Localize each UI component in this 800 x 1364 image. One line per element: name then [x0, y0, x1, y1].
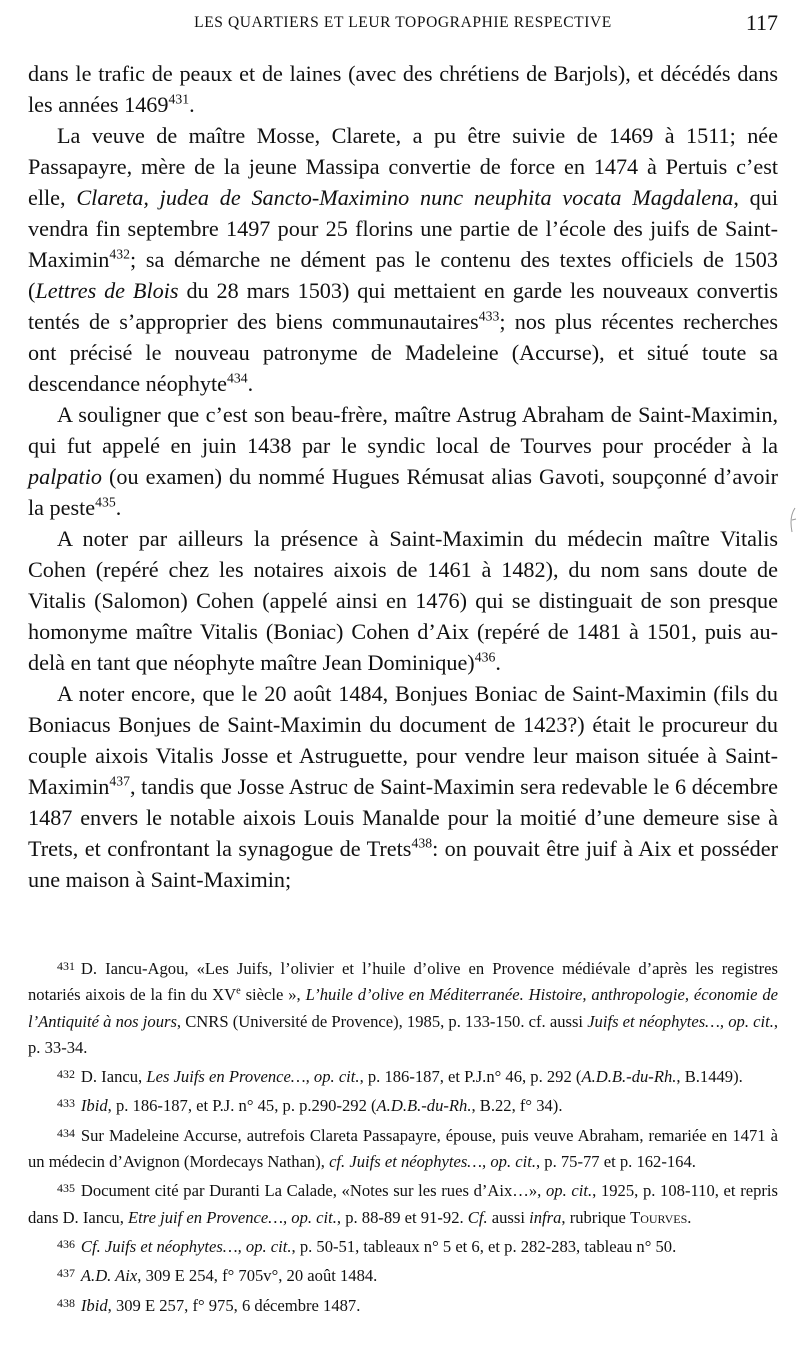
footnote-431 [28, 953, 778, 1061]
text-segment: La veuve de maître Mosse, Clarete, a pu être suivie de 1469 à 1511; née Passapayre, mère de la jeune Massipa convertie de force en 1474 à Pertuis c’est elle, [28, 123, 778, 210]
italic-title: Juifs et néophytes…, op. cit. [587, 1011, 774, 1031]
ordinal-superscript: e [236, 985, 241, 997]
italic-title: Lettres de Blois [35, 278, 179, 303]
paragraph-2 [28, 120, 778, 399]
footnote-number: 436 [57, 1236, 75, 1251]
text-segment: , B.22, f° 34). [471, 1096, 563, 1116]
text-segment: (ou examen) du nommé Hugues Rémusat alias Gavoti, soupçonné d’avoir la peste [28, 464, 778, 520]
footnote-ref-432[interactable]: 432 [109, 246, 130, 262]
text-segment: A noter encore, que le 20 août 1484, Bonjues Boniac de Saint-Maximin (fils du Boniacus Bonjues de Saint-Maximin du document de 1423?) était le procureur du couple aixois Vitalis Josse et Astruguette, pour vendre leur maison située à Saint-Maximin [28, 681, 778, 799]
footnote-438 [28, 1290, 778, 1319]
italic-ibid: Ibid [80, 1295, 108, 1315]
text-segment: du 28 mars 1503) qui mettaient en garde les nouveaux convertis tentés de s’approprier des biens communautaires [28, 278, 778, 334]
italic-cf: Cf. [467, 1207, 488, 1227]
text-segment: . [247, 371, 254, 396]
small-caps-rubric: Tourves [630, 1207, 688, 1227]
paragraph-1 [28, 58, 778, 120]
text-segment: , 1925, p. 108-110, et repris dans D. Iancu, [28, 1181, 778, 1227]
text-segment: , p. 186-187, et P.J.n° 46, p. 292 ( [359, 1067, 582, 1087]
text-segment: aussi [487, 1207, 530, 1227]
text-segment: , qui vendra fin septembre 1497 pour 25 florins une partie de l’école des juifs de Saint-Maximin [28, 185, 778, 272]
footnotes-section [28, 953, 778, 1319]
footnote-ref-434[interactable]: 434 [226, 370, 248, 386]
text-segment: Document cité par Duranti La Calade, «Notes sur les rues d’Aix…», [80, 1181, 546, 1201]
text-segment: D. Iancu-Agou, «Les Juifs, l’olivier et l’huile d’olive en Provence médiévale d’après les registres notariés aixois de la fin du XV [28, 959, 778, 1005]
footnote-number: 432 [57, 1066, 75, 1081]
italic-term: palpatio [28, 464, 102, 489]
text-segment: Sur Madeleine Accurse, autrefois Clareta Passapayre, épouse, puis veuve Abraham, remariée en 1471 à un médecin d’Avignon (Mordecays Nathan), [28, 1125, 778, 1172]
footnote-ref-435[interactable]: 435 [95, 494, 116, 510]
footnote-number: 431 [57, 959, 75, 973]
footnote-number: 434 [57, 1125, 75, 1140]
text-segment: . [189, 92, 195, 117]
running-title: LES QUARTIERS ET LEUR TOPOGRAPHIE RESPECTIVE [194, 14, 612, 31]
text-segment: : on pouvait être juif à Aix et posséder une maison à Saint-Maximin; [28, 836, 778, 892]
text-segment: dans le trafic de peaux et de laines (avec des chrétiens de Barjols), et décédés dans les années 1469 [28, 61, 778, 117]
italic-title: L’huile d’olive en Méditerranée. Histoire, anthropologie, économie de l’Antiquité à nos jours [28, 985, 778, 1031]
running-header [28, 0, 778, 58]
footnote-434 [28, 1120, 778, 1176]
footnote-ref-431[interactable]: 431 [168, 91, 190, 107]
paragraph-3 [28, 399, 778, 523]
page-number: 117 [745, 10, 778, 35]
text-segment: A noter par ailleurs la présence à Saint-Maximin du médecin maître Vitalis Cohen (repéré chez les notaires aixois de 1461 à 1482), du nom sans doute de Vitalis (Salomon) Cohen (appelé ainsi en 1476) qui se distinguait de son presque homonyme maître Vitalis (Boniac) Cohen d’Aix (repéré de 1481 à 1501, puis au-delà en tant que néophyte maître Jean Dominique) [28, 526, 778, 675]
text-segment: , p. 88-89 et 91-92. [336, 1207, 468, 1227]
italic-ibid: Ibid [80, 1096, 108, 1116]
latin-quote: Clareta, judea de Sancto-Maximino nunc neuphita vocata Magdalena [76, 185, 734, 210]
text-segment: . [495, 650, 501, 675]
text-segment: ; nos plus récentes recherches ont précisé le nouveau patronyme de Madeleine (Accurse), et situé toute sa descendance néophyte [28, 309, 779, 396]
italic-title: Les Juifs en Provence…, op. cit. [146, 1067, 360, 1087]
text-segment: , p. 50-51, tableaux n° 5 et 6, et p. 282-283, tableau n° 50. [291, 1237, 677, 1257]
footnote-435 [28, 1175, 778, 1231]
italic-archive: A.D. Aix [80, 1266, 138, 1286]
footnote-number: 437 [57, 1266, 75, 1281]
text-segment: . [687, 1207, 692, 1227]
text-segment: , 309 E 257, f° 975, 6 décembre 1487. [107, 1295, 361, 1315]
paragraph-5 [28, 678, 778, 895]
text-segment: ; sa démarche ne dément pas le contenu des textes officiels de 1503 ( [28, 247, 778, 303]
text-segment: , tandis que Josse Astruc de Saint-Maximin sera redevable le 6 décembre 1487 envers le notable aixois Louis Manalde pour la moitié d’une demeure sise à Trets, et confrontant la synagogue de Trets [28, 774, 778, 861]
text-segment: , p. 186-187, et P.J. n° 45, p. p.290-292 ( [107, 1096, 377, 1116]
italic-archive: A.D.B.-du-Rh. [376, 1096, 472, 1116]
footnote-432 [28, 1061, 778, 1090]
text-segment: , rubrique [561, 1207, 631, 1227]
main-text [28, 58, 778, 895]
text-segment: , p. 75-77 et p. 162-164. [535, 1152, 696, 1172]
italic-title: Etre juif en Provence…, op. cit. [128, 1207, 337, 1227]
text-segment: . [115, 495, 122, 520]
text-segment: D. Iancu, [80, 1067, 147, 1087]
footnote-number: 433 [57, 1096, 75, 1111]
footnote-433 [28, 1090, 778, 1119]
footnote-number: 438 [57, 1295, 75, 1310]
italic-archive: A.D.B.-du-Rh. [581, 1067, 677, 1087]
text-segment: , 309 E 254, f° 705v°, 20 août 1484. [137, 1266, 378, 1286]
footnote-number: 435 [57, 1181, 75, 1196]
footnote-ref-437[interactable]: 437 [109, 773, 130, 789]
italic-title: cf. Juifs et néophytes…, op. cit. [329, 1152, 536, 1172]
margin-pencil-mark [788, 506, 798, 534]
text-segment: siècle », [240, 985, 306, 1005]
text-segment: , p. 33-34. [28, 1011, 779, 1057]
italic-opcit: op. cit. [546, 1181, 593, 1201]
italic-infra: infra [529, 1207, 562, 1227]
text-segment: , CNRS (Université de Provence), 1985, p. 133-150. cf. aussi [176, 1011, 588, 1031]
paragraph-4 [28, 523, 778, 678]
text-segment: , B.1449). [676, 1067, 743, 1087]
footnote-437 [28, 1260, 778, 1289]
footnote-436 [28, 1231, 778, 1260]
footnote-ref-438[interactable]: 438 [411, 835, 433, 851]
footnote-ref-436[interactable]: 436 [474, 649, 496, 665]
text-segment: A souligner que c’est son beau-frère, maître Astrug Abraham de Saint-Maximin, qui fut appelé en juin 1438 par le syndic local de Tourves pour procéder à la [28, 402, 778, 458]
footnote-ref-433[interactable]: 433 [478, 308, 500, 324]
italic-title: Cf. Juifs et néophytes…, op. cit. [80, 1237, 292, 1257]
